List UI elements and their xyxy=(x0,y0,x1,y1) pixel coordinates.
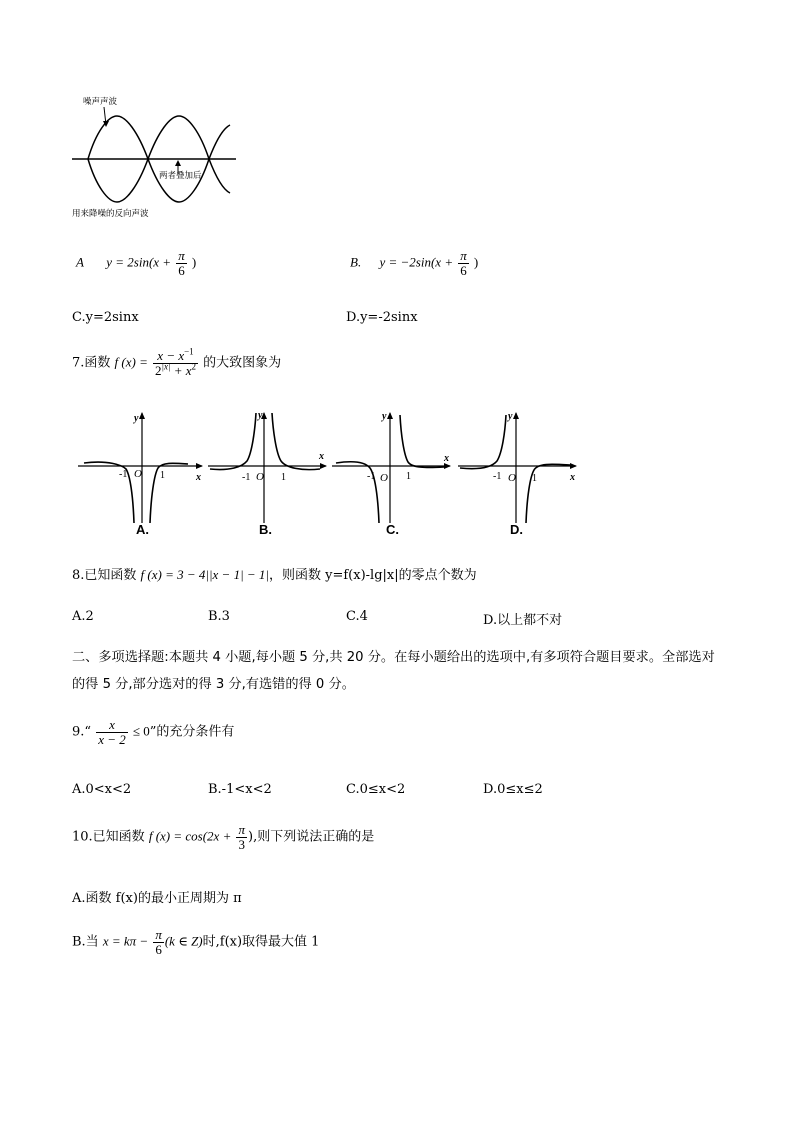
graph-a-caption: A. xyxy=(136,522,149,537)
q10-prefix: 10.已知函数 xyxy=(72,829,145,845)
graph-b-tick-pos: 1 xyxy=(281,472,286,483)
q8-option-c: C.4 xyxy=(346,609,368,624)
graph-d-tick-neg: -1 xyxy=(493,471,502,482)
q6-option-a-den: 6 xyxy=(178,262,185,278)
q6-option-b-lhs: y = −2sin(x + xyxy=(379,254,454,270)
q8-option-b: B.3 xyxy=(208,609,230,624)
q6-option-a xyxy=(76,249,196,277)
reverse-wave-label: 用来降噪的反向声波 xyxy=(72,209,149,219)
q6-option-a-letter: A xyxy=(76,254,84,270)
graph-a-tick-neg: -1 xyxy=(119,469,128,480)
q8-formula: f (x) = 3 − 4||x − 1| − 1| xyxy=(140,567,269,582)
q10-option-b-lhs: x = kπ − xyxy=(102,933,149,949)
q10-option-b-mid: (k ∈ Z) xyxy=(164,933,203,949)
q6-option-b-num: π xyxy=(460,248,467,263)
graph-b-caption: B. xyxy=(259,522,272,537)
q9-option-b: B.-1<x<2 xyxy=(208,782,272,797)
q9-num: x xyxy=(96,718,128,733)
q7-fraction xyxy=(153,346,198,378)
q6-option-b xyxy=(350,249,478,277)
q7-graphs xyxy=(70,405,585,540)
q8-stem xyxy=(72,564,477,583)
q10-option-a: A.函数 f(x)的最小正周期为 π xyxy=(72,891,242,906)
q7-stem xyxy=(72,346,282,378)
q8-suffix: ，则函数 y=f(x)-lg|x|的零点个数为 xyxy=(269,568,477,583)
sum-wave-label: 两者叠加后 xyxy=(159,171,202,181)
graph-a-curve-right xyxy=(150,463,188,523)
graph-a-origin: O xyxy=(134,468,142,480)
q6-option-a-rhs: ) xyxy=(191,254,197,270)
q9-prefix: 9.“ xyxy=(72,724,92,740)
graph-c-y-label: y xyxy=(382,411,387,422)
q7-prefix: 7.函数 xyxy=(72,355,111,371)
q7-numerator: x − x xyxy=(157,348,185,363)
q10-option-b-num: π xyxy=(155,927,162,942)
graph-b-y-label: y xyxy=(258,410,263,421)
q6-option-b-letter: B. xyxy=(350,254,362,270)
q10-num: π xyxy=(238,822,245,837)
q9-option-c: C.0≤x<2 xyxy=(346,782,406,797)
q7-den-exp: |x| xyxy=(161,361,171,372)
q9-suffix: ”的充分条件有 xyxy=(149,724,235,740)
graph-a-x-label: x xyxy=(196,472,201,483)
graph-b-tick-neg: -1 xyxy=(242,472,251,483)
section2-line2: 的得 5 分,部分选对的得 3 分,有选错的得 0 分。 xyxy=(72,677,355,692)
graph-b-x-label: x xyxy=(319,451,324,462)
q6-option-d: D.y=-2sinx xyxy=(346,310,418,325)
q7-den-base: 2 xyxy=(155,362,162,378)
q7-numerator-exp: −1 xyxy=(184,346,194,357)
graph-d-y-label: y xyxy=(508,411,513,422)
q10-fraction xyxy=(236,823,247,851)
graph-d-curve-left xyxy=(460,415,506,469)
q8-option-a: A.2 xyxy=(72,609,94,624)
graph-d-x-label: x xyxy=(570,472,575,483)
q9-fraction xyxy=(96,718,128,746)
graph-c-tick-pos: 1 xyxy=(406,471,411,482)
graph-d-caption: D. xyxy=(510,522,523,537)
q7-graph-d xyxy=(458,411,577,537)
q10-option-b-prefix: B.当 xyxy=(72,934,99,950)
q9-stem xyxy=(72,718,234,746)
q8-prefix: 8.已知函数 xyxy=(72,568,137,583)
q7-graph-b xyxy=(208,410,327,537)
graph-a-y-label: y xyxy=(134,413,139,424)
q9-den: x − 2 xyxy=(98,731,126,747)
graph-b-origin: O xyxy=(256,471,264,483)
graph-c-origin: O xyxy=(380,472,388,484)
q9-relation: ≤ 0 xyxy=(132,723,150,739)
q6-option-a-num: π xyxy=(178,248,185,263)
q7-fx: f (x) = xyxy=(114,354,148,370)
q7-suffix: 的大致图象为 xyxy=(203,355,282,371)
graph-c-tick-neg: -1 xyxy=(367,471,376,482)
noise-wave-label: 噪声声波 xyxy=(83,97,118,107)
graph-a-tick-pos: 1 xyxy=(160,470,165,481)
q7-den-rest-exp: 2 xyxy=(191,361,196,372)
graph-c-x-label: x xyxy=(444,453,449,464)
q6-option-b-den: 6 xyxy=(460,262,467,278)
q9-option-a: A.0<x<2 xyxy=(72,782,132,797)
q6-option-a-lhs: y = 2sin(x + xyxy=(106,254,172,270)
q7-den-rest: + x xyxy=(173,362,192,378)
q10-stem xyxy=(72,823,374,851)
q6-option-b-rhs: ) xyxy=(473,254,479,270)
graph-c-curve-right xyxy=(400,415,444,467)
q7-graph-c xyxy=(332,411,451,537)
q6-option-a-fraction xyxy=(176,249,187,277)
section2-line1: 二、多项选择题:本题共 4 小题,每小题 5 分,共 20 分。在每小题给出的选项中,有多项符合题目要求。全部选对 xyxy=(72,650,715,665)
q6-option-c: C.y=2sinx xyxy=(72,310,139,325)
q9-option-d: D.0≤x≤2 xyxy=(483,782,543,797)
q10-option-b-fraction xyxy=(153,928,164,956)
q7-graph-a xyxy=(78,412,203,537)
graph-d-tick-pos: 1 xyxy=(532,473,537,484)
q6-option-b-fraction xyxy=(458,249,469,277)
q10-option-b-den: 6 xyxy=(155,941,162,957)
graph-c-caption: C. xyxy=(386,522,399,537)
graph-b-curve-right xyxy=(272,413,320,470)
graph-b-curve-left xyxy=(210,413,256,470)
q10-den: 3 xyxy=(238,836,245,852)
q10-option-b xyxy=(72,928,319,956)
graph-d-origin: O xyxy=(508,472,516,484)
sound-wave-figure xyxy=(66,92,242,224)
q10-option-b-suffix: 时,f(x)取得最大值 1 xyxy=(202,934,320,950)
q10-lhs: f (x) = cos(2x + xyxy=(148,828,232,844)
q8-option-d: D.以上都不对 xyxy=(483,613,563,628)
q10-suffix: ),则下列说法正确的是 xyxy=(248,829,375,845)
